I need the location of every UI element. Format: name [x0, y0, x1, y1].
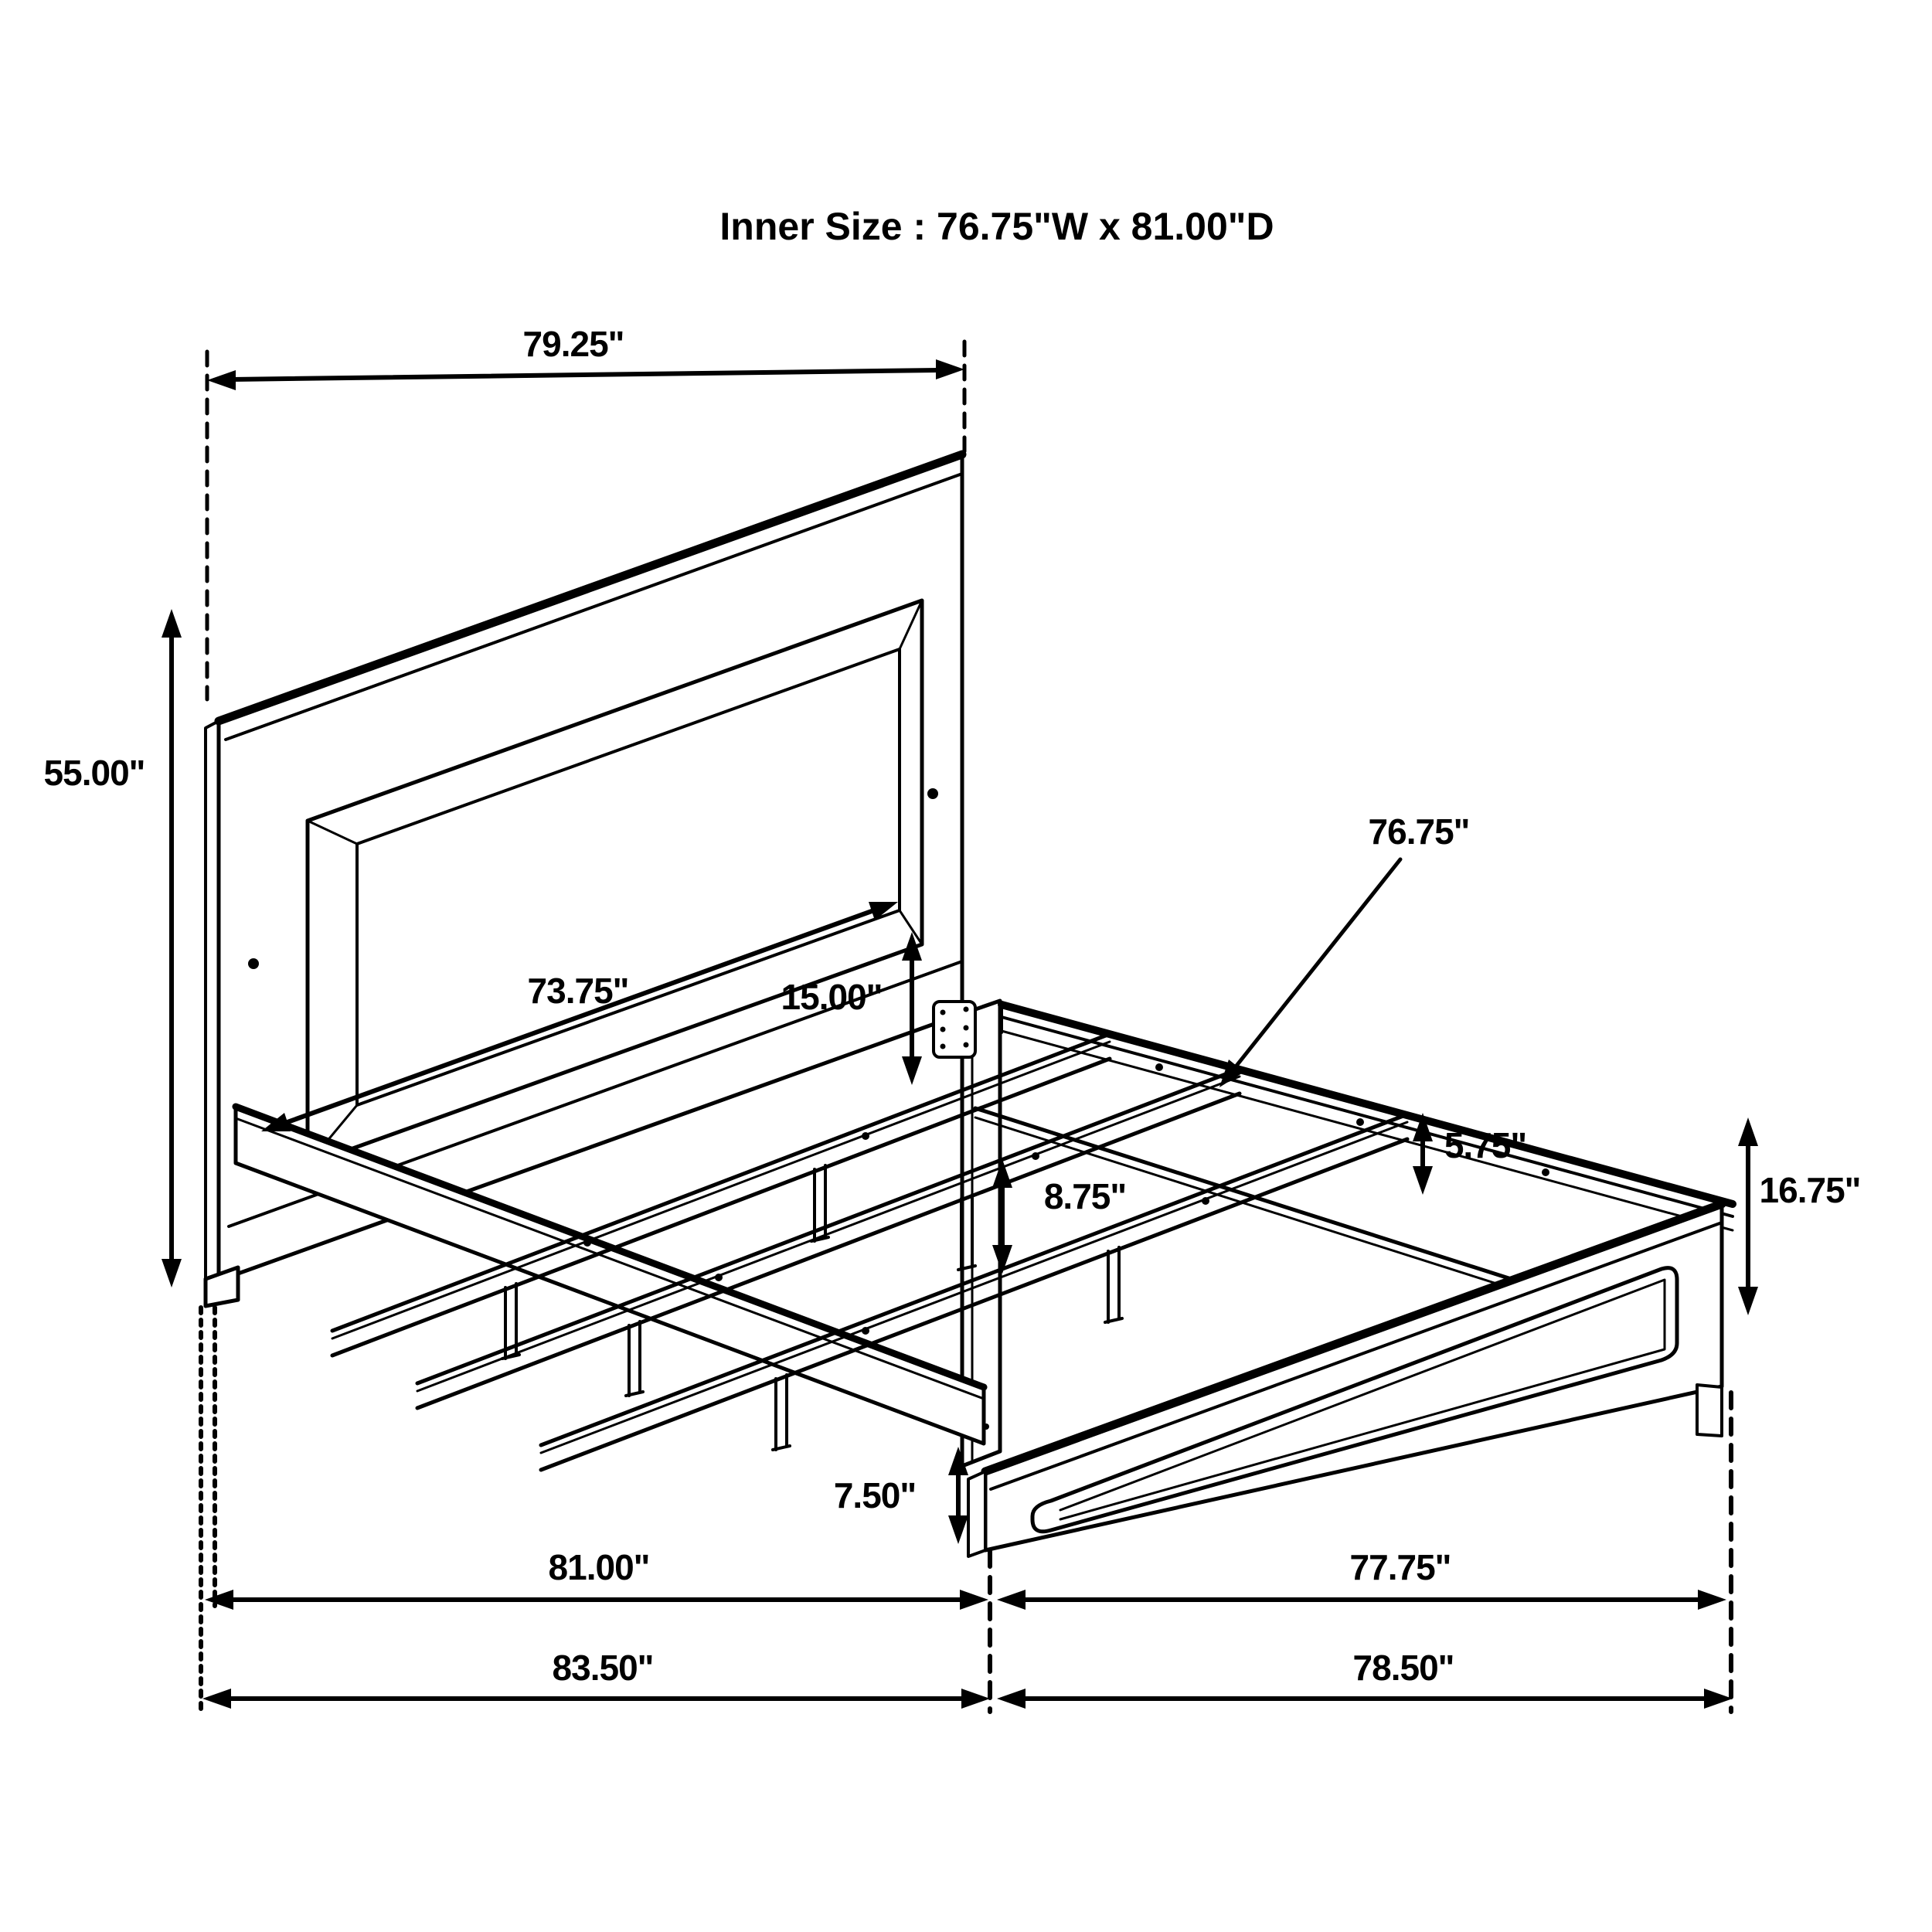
diagram-title: Inner Size : 76.75"W x 81.00"D — [719, 205, 1274, 248]
footboard-right-leg — [1697, 1385, 1722, 1436]
dim-footboard-outer-width — [997, 1689, 1733, 1709]
footboard — [968, 1204, 1722, 1556]
dim-footboard-height — [1738, 1117, 1758, 1315]
screw-hole — [927, 788, 938, 799]
dim-label-footboard-inner-width: 77.75" — [1349, 1547, 1451, 1587]
left-side-rail — [236, 1107, 984, 1444]
dim-headboard-height — [162, 609, 182, 1287]
dim-label-slat-support-height: 8.75" — [1043, 1176, 1127, 1216]
headboard-left-leg — [206, 1267, 238, 1306]
dim-label-headboard-bottom-clearance: 15.00" — [781, 977, 883, 1017]
dim-slat-length-leader — [1219, 859, 1400, 1087]
slat-leg — [626, 1321, 643, 1396]
dim-label-inner-depth: 81.00" — [548, 1547, 650, 1587]
dim-label-under-bed-clearance: 7.50" — [833, 1475, 917, 1515]
dim-label-side-rail-height: 5.75" — [1444, 1125, 1527, 1165]
footboard-left-edge — [968, 1471, 985, 1556]
mounting-bracket — [934, 1002, 975, 1057]
dim-footboard-inner-width — [997, 1590, 1726, 1610]
dim-label-headboard-panel-width: 73.75" — [527, 971, 629, 1011]
dim-label-slat-length: 76.75" — [1368, 811, 1470, 852]
dim-label-footboard-height: 16.75" — [1759, 1170, 1861, 1210]
screw-hole — [248, 958, 259, 969]
slat-leg — [773, 1375, 790, 1450]
dim-label-footboard-outer-width: 78.50" — [1352, 1648, 1454, 1688]
dim-label-headboard-width: 79.25" — [522, 324, 624, 364]
dim-inner-depth — [205, 1590, 988, 1610]
dim-outer-depth — [202, 1689, 990, 1709]
slat-leg — [1105, 1247, 1122, 1322]
dim-label-headboard-height: 55.00" — [43, 753, 145, 793]
dim-label-outer-depth: 83.50" — [552, 1648, 654, 1688]
